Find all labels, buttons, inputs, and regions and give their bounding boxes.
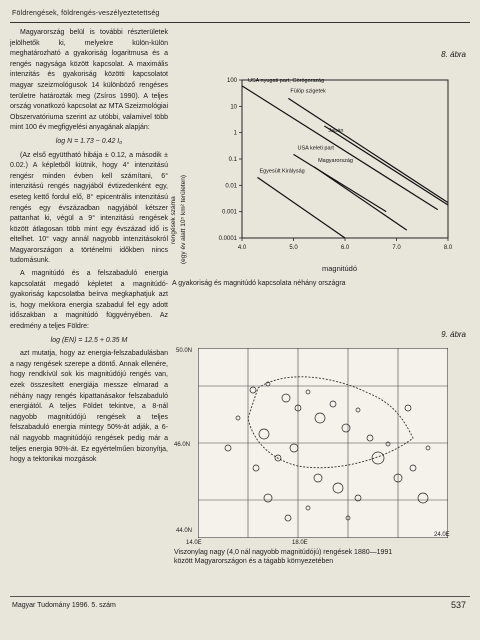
y-axis-title-line2: (egy év alatt 10⁵ km² területen) (180, 174, 187, 264)
formula-log-n: log N = 1.73 − 0.42 I₀ (55, 137, 123, 145)
paragraph-1: Magyarország belül is további részterületek jelölhetők ki, melyekre külön-külön meghatározható a gyakoriság logaritmusa és a rengés nagysága között kapcsolat. A maximális intenzitás és gyakoriság közötti kapcsolatot magyar szeizmológusok 14 különböző rengéses területre határozták meg (Zsíros 1990). A teljes ország vonatkozó kapcsolat az MTA Szeizmológiai Obszervatóriuma szerint az utóbbi, valamivel több mint 100 év megfigyelési anyagának alapján: (10, 29, 168, 132)
series-line (257, 177, 345, 238)
lat-46-label: 46.0N (174, 442, 191, 448)
series-label: Fülöp szigetek (290, 88, 326, 95)
y-tick-label: 1 (233, 130, 237, 137)
right-figure-column (172, 28, 472, 588)
header-rule (10, 22, 470, 23)
paragraph-2: (Az első együttható hibája ± 0.12, a második ± 0.02.) A képletből kiütnik, hogy 4° intenzitású rengésr minden évben kell számítani, 6° intenzitású rengés nagyjából évtizedenként egy, eseteg kettő fordul elő, 8° epicentrális intenzitású rengés egy évszázadban nagyjából kétszer pattanhat ki, végül a 9° intenzitású rengések között átlagosan több mint egy évszázad idő is eltelhet. 10° vagy annál nagyobb intenzitásokról Magyarországon a történelmi időkben nincs tudomásunk. (10, 151, 168, 265)
series-label: USA keleti part (297, 145, 334, 152)
series-line (324, 126, 448, 205)
x-tick-label: 7.0 (392, 245, 401, 251)
figure-8-label: 8. ábra (441, 50, 466, 59)
x-tick-label: 8.0 (443, 245, 453, 251)
lon-24-label: 24.0E (434, 532, 450, 538)
series-label: Egyesült Királyság (259, 168, 305, 175)
series-label: USA nyugati part, Görögország (248, 77, 325, 84)
paragraph-3: A magnitúdó és a felszabaduló energia kapcsolatát megadó képletet a magnitúdó-gyakoriság kapcsolatba beírva megkaphatjuk azt is, hogy mekkora energia szabadul fel egy adott időszakban a magnitúdó függvényében. Az eredmény a teljes Földre: (10, 270, 168, 331)
figure-9-caption: Viszonylag nagy (4,0 nál nagyobb magnitúdójú) rengések 1880—1991 között Magyarországon és a tágabb környezetében (174, 549, 393, 565)
y-tick-label: 100 (226, 78, 237, 84)
footer-rule (10, 596, 470, 597)
running-head: Földrengések, földrengés-veszélyeztetettség (12, 10, 160, 17)
lon-18-label: 18.0E (292, 540, 308, 546)
x-tick-label: 4.0 (237, 245, 247, 251)
lat-44-label: 44.0N (176, 528, 193, 534)
earthquake-map (198, 348, 448, 538)
x-axis-title: magnitúdó (322, 264, 358, 273)
page-number: 537 (450, 600, 466, 610)
x-tick-label: 6.0 (340, 245, 350, 251)
series-label: Magyarország (318, 157, 353, 164)
series-line (242, 86, 438, 210)
journal-footer: Magyar Tudomány 1996. 5. szám (12, 602, 116, 609)
figure-8-caption: A gyakoriság és magnitúdó kapcsolata néhány országra (172, 280, 346, 287)
y-tick-label: 10 (230, 104, 237, 111)
figure-9-label: 9. ábra (441, 330, 466, 339)
chart-plot-area (219, 78, 453, 251)
y-axis-title (170, 124, 187, 264)
lat-50-label: 50.0N (176, 348, 193, 354)
series-label: Japán (328, 127, 344, 134)
x-tick-label: 5.0 (289, 245, 298, 251)
y-tick-label: 0.001 (221, 209, 237, 216)
lon-14-label: 14.0E (186, 540, 202, 546)
series-line (314, 167, 407, 230)
y-tick-label: 0.01 (225, 183, 237, 190)
y-tick-label: 0.1 (228, 157, 237, 163)
y-tick-label: 0.0001 (218, 236, 237, 242)
y-axis-title-line1: rengések száma (170, 196, 177, 244)
left-text-column (10, 28, 168, 608)
magnitude-frequency-chart (200, 68, 460, 258)
paragraph-4: azt mutatja, hogy az energia-felszabadulásban a nagy rengések szerepe a döntő. Annak ellenére, hogy rendkívül sok kis magnitúdójú rengés van, ezek összesített energiája messze elmarad a néhány nagy rengés kipattanásakor felszabaduló energiától. A teljes Földet tekintve, a 8-nál nagyobb magnitúdójú rengések a teljes felszabaduló energia mintegy 50%-át adják, a 6-nál nagyobb magnitúdójú rengések pedig már a teljes energia 90%-át. Ez egyértelműen bizonyítja, hogy a tektonikai mozgások (10, 350, 168, 464)
formula-energy: log (EN) = 12.5 + 0.35 M (50, 336, 128, 344)
